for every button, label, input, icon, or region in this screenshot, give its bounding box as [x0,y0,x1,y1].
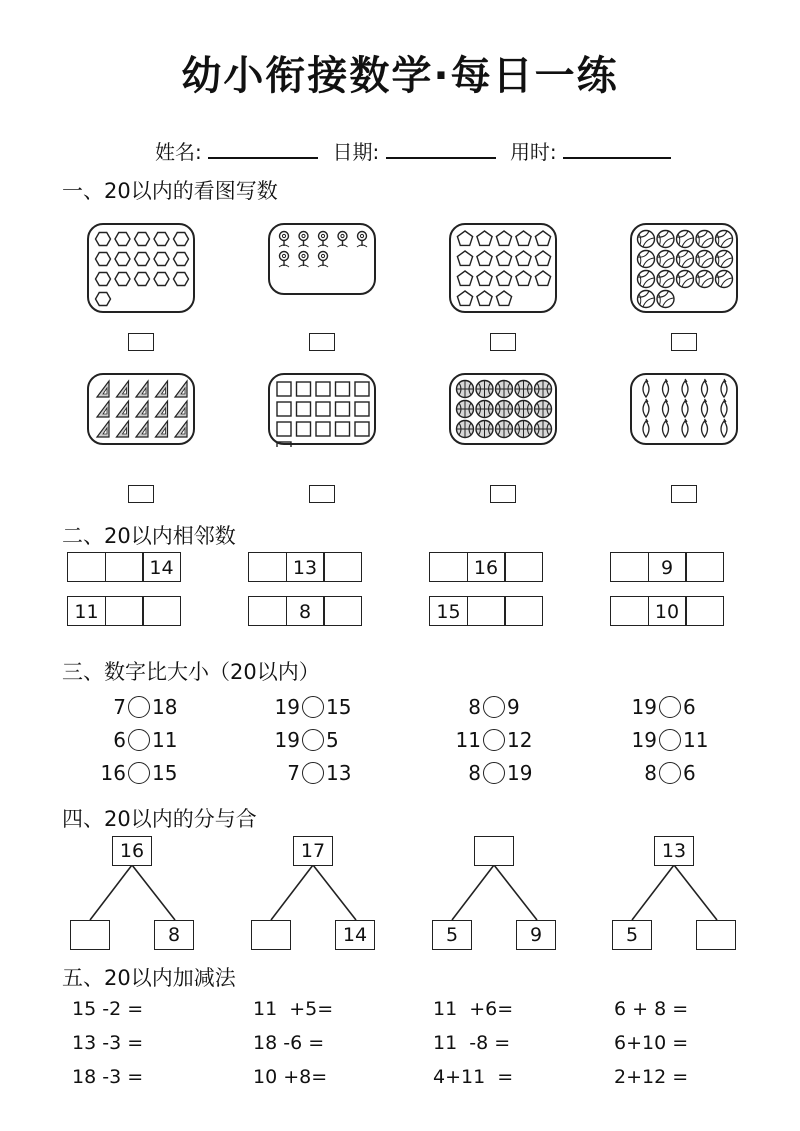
square-icon [355,422,369,436]
ruler-triangle-icon [97,401,109,417]
number-bond [612,836,782,956]
adjacent-number-row [610,552,724,582]
hexagon-icon [154,253,169,266]
basketball-icon [457,401,474,418]
number-cell[interactable] [685,596,724,626]
bond-right-part-box[interactable] [696,920,736,950]
number-cell[interactable] [610,552,649,582]
square-icon [277,422,291,436]
date-blank[interactable] [386,139,496,159]
number-bond [70,836,240,956]
ruler-triangle-icon [175,401,187,417]
ruler-triangle-icon [117,381,129,397]
leaf-icon [643,399,649,417]
left-number: 8 [644,761,657,785]
number-cell: 9 [648,552,687,582]
number-cell: 13 [286,552,325,582]
leaf-icon [682,419,688,437]
pentagon-icon [457,251,472,265]
ruler-triangle-icon [156,421,168,437]
compare-circle[interactable] [128,762,150,784]
compare-circle[interactable] [128,696,150,718]
compare-item [253,728,373,752]
arithmetic-problem[interactable]: 2+12 = [614,1066,689,1088]
number-cell[interactable] [142,596,181,626]
number-cell[interactable] [105,596,144,626]
answer-box[interactable] [309,485,335,503]
flower-icon [299,252,309,268]
ruler-triangle-icon [175,381,187,397]
pentagon-icon [496,231,511,245]
arithmetic-problem[interactable]: 15 -2 = [72,998,144,1020]
hexagon-icon [154,233,169,246]
compare-item [79,761,199,785]
adjacent-number-row [248,552,362,582]
ruler-triangle-icon [136,381,148,397]
leaf-icon [682,379,688,397]
hexagon-icon [135,273,150,286]
left-number: 19 [274,695,300,719]
right-number: 6 [683,695,696,719]
section5-heading: 五、20以内加减法 [62,966,236,990]
basketball-icon [457,381,474,398]
adjacent-number-row [67,596,181,626]
answer-box[interactable] [490,333,516,351]
volleyball-icon [696,271,713,288]
pentagon-icon [457,291,472,305]
volleyball-icon [657,291,674,308]
compare-item [253,695,373,719]
arithmetic-problem[interactable]: 18 -3 = [72,1066,144,1088]
number-cell[interactable] [467,596,506,626]
left-number: 19 [274,728,300,752]
square-icon [336,382,350,396]
number-cell[interactable] [323,596,362,626]
basketball-icon [535,421,552,438]
compare-circle[interactable] [483,729,505,751]
tray-items [451,225,559,315]
answer-box[interactable] [309,333,335,351]
arithmetic-problem[interactable]: 11 -8 = [433,1032,511,1054]
number-cell[interactable] [504,552,543,582]
pentagon-icon [477,291,492,305]
left-number: 8 [468,695,481,719]
hexagon-icon [115,253,130,266]
flower-icon [338,232,348,248]
left-number: 19 [631,695,657,719]
answer-box[interactable] [671,333,697,351]
hexagon-icon [96,273,111,286]
square-icon [277,442,291,447]
adjacent-number-row [67,552,181,582]
square-icon [297,402,311,416]
bond-right-part-box: 14 [335,920,375,950]
adjacent-number-row [248,596,362,626]
basketball-icon [457,421,474,438]
basketball-icon [535,401,552,418]
picture-tray [87,373,195,445]
number-cell[interactable] [248,552,287,582]
compare-circle[interactable] [483,762,505,784]
hexagon-icon [174,273,189,286]
leaf-icon [702,399,708,417]
number-cell: 16 [467,552,506,582]
compare-item [434,728,554,752]
number-cell[interactable] [323,552,362,582]
arithmetic-problem[interactable]: 11 +5= [253,998,334,1020]
compare-circle[interactable] [659,729,681,751]
pentagon-icon [496,291,511,305]
leaf-icon [721,399,727,417]
compare-item [434,761,554,785]
time-blank[interactable] [563,139,671,159]
leaf-icon [643,379,649,397]
hexagon-icon [135,253,150,266]
basketball-icon [496,421,513,438]
basketball-icon [476,421,493,438]
volleyball-icon [657,231,674,248]
flower-icon [279,252,289,268]
basketball-icon [476,401,493,418]
leaf-icon [663,419,669,437]
tray-items [632,375,740,447]
square-icon [336,402,350,416]
adjacent-number-row [429,596,543,626]
compare-item [79,728,199,752]
left-number: 6 [113,728,126,752]
compare-circle[interactable] [302,762,324,784]
hexagon-icon [154,273,169,286]
number-cell: 11 [67,596,106,626]
number-bond [432,836,602,956]
number-cell: 15 [429,596,468,626]
date-label: 日期: [332,140,380,164]
flower-icon [318,252,328,268]
pentagon-icon [457,231,472,245]
adjacent-number-row [429,552,543,582]
bond-total-box: 17 [293,836,333,866]
leaf-icon [702,419,708,437]
pentagon-icon [535,251,550,265]
leaf-icon [721,379,727,397]
compare-circle[interactable] [128,729,150,751]
left-number: 7 [287,761,300,785]
basketball-icon [535,381,552,398]
leaf-icon [643,419,649,437]
bond-right-part-box: 8 [154,920,194,950]
left-number: 19 [631,728,657,752]
number-bond [251,836,421,956]
pentagon-icon [496,251,511,265]
answer-box[interactable] [671,485,697,503]
bond-left-part-box: 5 [612,920,652,950]
number-cell[interactable] [429,552,468,582]
bond-right-part-box: 9 [516,920,556,950]
tray-items [270,375,378,447]
volleyball-icon [677,271,694,288]
hexagon-icon [115,233,130,246]
left-number: 11 [455,728,481,752]
page-title: 幼小衔接数学·每日一练 [181,53,619,99]
left-number: 16 [100,761,126,785]
compare-item [434,695,554,719]
square-icon [316,402,330,416]
picture-tray [268,373,376,445]
tray-items [632,225,740,315]
section2-heading: 二、20以内相邻数 [62,524,236,548]
hexagon-icon [96,253,111,266]
right-number: 11 [152,728,178,752]
arithmetic-problem[interactable]: 18 -6 = [253,1032,325,1054]
pentagon-icon [477,271,492,285]
pentagon-icon [516,271,531,285]
picture-tray [268,223,376,295]
pentagon-icon [516,251,531,265]
compare-item [253,761,373,785]
ruler-triangle-icon [156,381,168,397]
square-icon [277,382,291,396]
bond-total-box: 13 [654,836,694,866]
ruler-triangle-icon [117,421,129,437]
basketball-icon [496,401,513,418]
compare-circle[interactable] [659,696,681,718]
volleyball-icon [657,251,674,268]
right-number: 13 [326,761,352,785]
volleyball-icon [696,251,713,268]
bond-left-part-box[interactable] [251,920,291,950]
picture-tray [630,373,738,445]
bond-total-box: 16 [112,836,152,866]
compare-item [79,695,199,719]
right-number: 18 [152,695,178,719]
right-number: 9 [507,695,520,719]
left-number: 8 [468,761,481,785]
right-number: 6 [683,761,696,785]
compare-circle[interactable] [659,762,681,784]
leaf-icon [663,399,669,417]
answer-box[interactable] [490,485,516,503]
flower-icon [279,232,289,248]
leaf-icon [663,379,669,397]
basketball-icon [496,381,513,398]
square-icon [355,382,369,396]
name-label: 姓名: [155,140,202,164]
square-icon [336,422,350,436]
leaf-icon [702,379,708,397]
ruler-triangle-icon [97,381,109,397]
square-icon [297,382,311,396]
section1-heading: 一、20以内的看图写数 [62,179,278,203]
compare-item [610,761,730,785]
volleyball-icon [696,231,713,248]
square-icon [355,402,369,416]
tray-items [89,225,197,315]
student-info [155,136,671,165]
basketball-icon [476,381,493,398]
ruler-triangle-icon [156,401,168,417]
ruler-triangle-icon [136,401,148,417]
compare-circle[interactable] [302,729,324,751]
ruler-triangle-icon [136,421,148,437]
number-cell[interactable] [504,596,543,626]
arithmetic-problem[interactable]: 4+11 = [433,1066,514,1088]
number-cell: 10 [648,596,687,626]
flower-icon [299,232,309,248]
square-icon [297,422,311,436]
number-cell[interactable] [248,596,287,626]
volleyball-icon [638,271,655,288]
arithmetic-problem[interactable]: 10 +8= [253,1066,328,1088]
picture-tray [630,223,738,313]
basketball-icon [515,421,532,438]
right-number: 5 [326,728,339,752]
section3-heading: 三、数字比大小（20以内） [62,660,320,684]
flower-icon [318,232,328,248]
picture-tray [449,373,557,445]
tray-items [270,225,378,297]
time-label: 用时: [509,140,557,164]
leaf-icon [721,419,727,437]
hexagon-icon [174,253,189,266]
picture-tray [87,223,195,313]
square-icon [316,422,330,436]
right-number: 15 [326,695,352,719]
hexagon-icon [135,233,150,246]
ruler-triangle-icon [175,421,187,437]
volleyball-icon [677,231,694,248]
volleyball-icon [716,231,733,248]
compare-item [610,695,730,719]
left-number: 7 [113,695,126,719]
volleyball-icon [638,291,655,308]
compare-item [610,728,730,752]
volleyball-icon [716,251,733,268]
ruler-triangle-icon [97,421,109,437]
number-cell[interactable] [610,596,649,626]
arithmetic-problem[interactable]: 6+10 = [614,1032,689,1054]
hexagon-icon [96,293,111,306]
flower-icon [357,232,367,248]
square-icon [316,382,330,396]
hexagon-icon [115,273,130,286]
number-cell[interactable] [67,552,106,582]
leaf-icon [682,399,688,417]
pentagon-icon [516,231,531,245]
arithmetic-problem[interactable]: 6 + 8 = [614,998,689,1020]
section4-heading: 四、20以内的分与合 [62,807,257,831]
tray-items [451,375,559,447]
ruler-triangle-icon [117,401,129,417]
pentagon-icon [477,251,492,265]
right-number: 12 [507,728,533,752]
pentagon-icon [535,231,550,245]
answer-box[interactable] [128,333,154,351]
bond-total-box[interactable] [474,836,514,866]
right-number: 11 [683,728,709,752]
pentagon-icon [457,271,472,285]
compare-circle[interactable] [483,696,505,718]
answer-box[interactable] [128,485,154,503]
square-icon [277,402,291,416]
volleyball-icon [638,251,655,268]
pentagon-icon [496,271,511,285]
pentagon-icon [535,271,550,285]
volleyball-icon [677,251,694,268]
name-blank[interactable] [208,139,318,159]
compare-circle[interactable] [302,696,324,718]
arithmetic-problem[interactable]: 11 +6= [433,998,514,1020]
right-number: 15 [152,761,178,785]
bond-left-part-box: 5 [432,920,472,950]
number-cell[interactable] [105,552,144,582]
adjacent-number-row [610,596,724,626]
number-cell[interactable] [685,552,724,582]
arithmetic-problem[interactable]: 13 -3 = [72,1032,144,1054]
hexagon-icon [174,233,189,246]
volleyball-icon [638,231,655,248]
picture-tray [449,223,557,313]
volleyball-icon [657,271,674,288]
right-number: 19 [507,761,533,785]
tray-items [89,375,197,447]
basketball-icon [515,401,532,418]
hexagon-icon [96,233,111,246]
bond-left-part-box[interactable] [70,920,110,950]
basketball-icon [515,381,532,398]
pentagon-icon [477,231,492,245]
number-cell: 8 [286,596,325,626]
volleyball-icon [716,271,733,288]
number-cell: 14 [142,552,181,582]
